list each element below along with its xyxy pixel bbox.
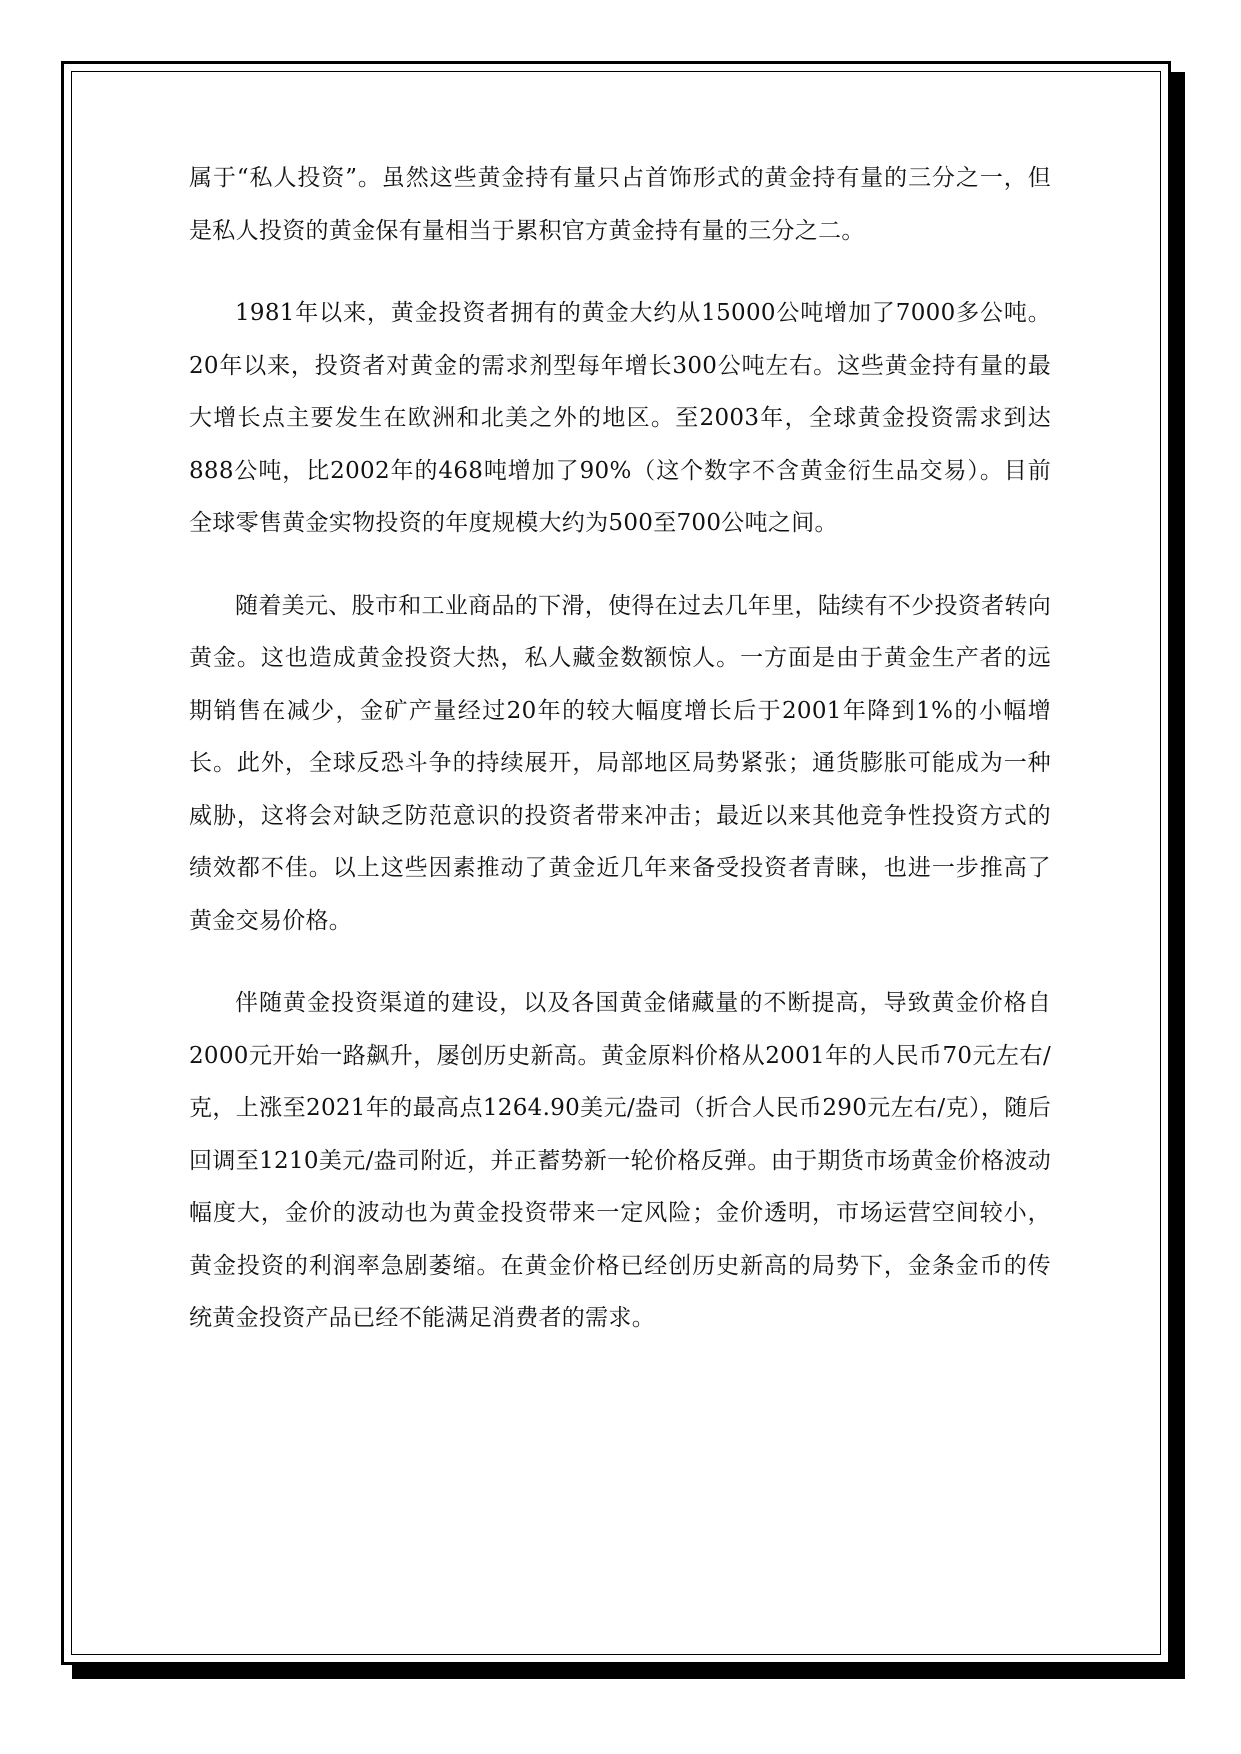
document-body bbox=[189, 152, 1051, 1375]
paragraph: 属于“私人投资”。虽然这些黄金持有量只占首饰形式的黄金持有量的三分之一，但是私人投资的黄金保有量相当于累积官方黄金持有量的三分之二。 bbox=[189, 165, 1051, 244]
paragraph: 1981年以来，黄金投资者拥有的黄金大约从15000公吨增加了7000多公吨。20年以来，投资者对黄金的需求剂型每年增长300公吨左右。这些黄金持有量的最大增长点主要发生在欧洲和北美之外的地区。至2003年，全球黄金投资需求到达888公吨，比2002年的468吨增加了90%（这个数字不含黄金衍生品交易）。目前全球零售黄金实物投资的年度规模大约为500至700公吨之间。 bbox=[189, 300, 1051, 536]
paragraph: 随着美元、股市和工业商品的下滑，使得在过去几年里，陆续有不少投资者转向黄金。这也造成黄金投资大热，私人藏金数额惊人。一方面是由于黄金生产者的远期销售在减少，金矿产量经过20年的较大幅度增长后于2001年降到1%的小幅增长。此外，全球反恐斗争的持续展开，局部地区局势紧张；通货膨胀可能成为一种威胁，这将会对缺乏防范意识的投资者带来冲击；最近以来其他竞争性投资方式的绩效都不佳。以上这些因素推动了黄金近几年来备受投资者青睐，也进一步推高了黄金交易价格。 bbox=[189, 592, 1051, 934]
paragraph: 伴随黄金投资渠道的建设，以及各国黄金储藏量的不断提高，导致黄金价格自2000元开始一路飙升，屡创历史新高。黄金原料价格从2001年的人民币70元左右/克，上涨至2021年的最高点1264.90美元/盎司（折合人民币290元左右/克），随后回调至1210美元/盎司附近，并正蓄势新一轮价格反弹。由于期货市场黄金价格波动幅度大，金价的波动也为黄金投资带来一定风险；金价透明，市场运营空间较小，黄金投资的利润率急剧萎缩。在黄金价格已经创历史新高的局势下，金条金币的传统黄金投资产品已经不能满足消费者的需求。 bbox=[189, 990, 1051, 1331]
